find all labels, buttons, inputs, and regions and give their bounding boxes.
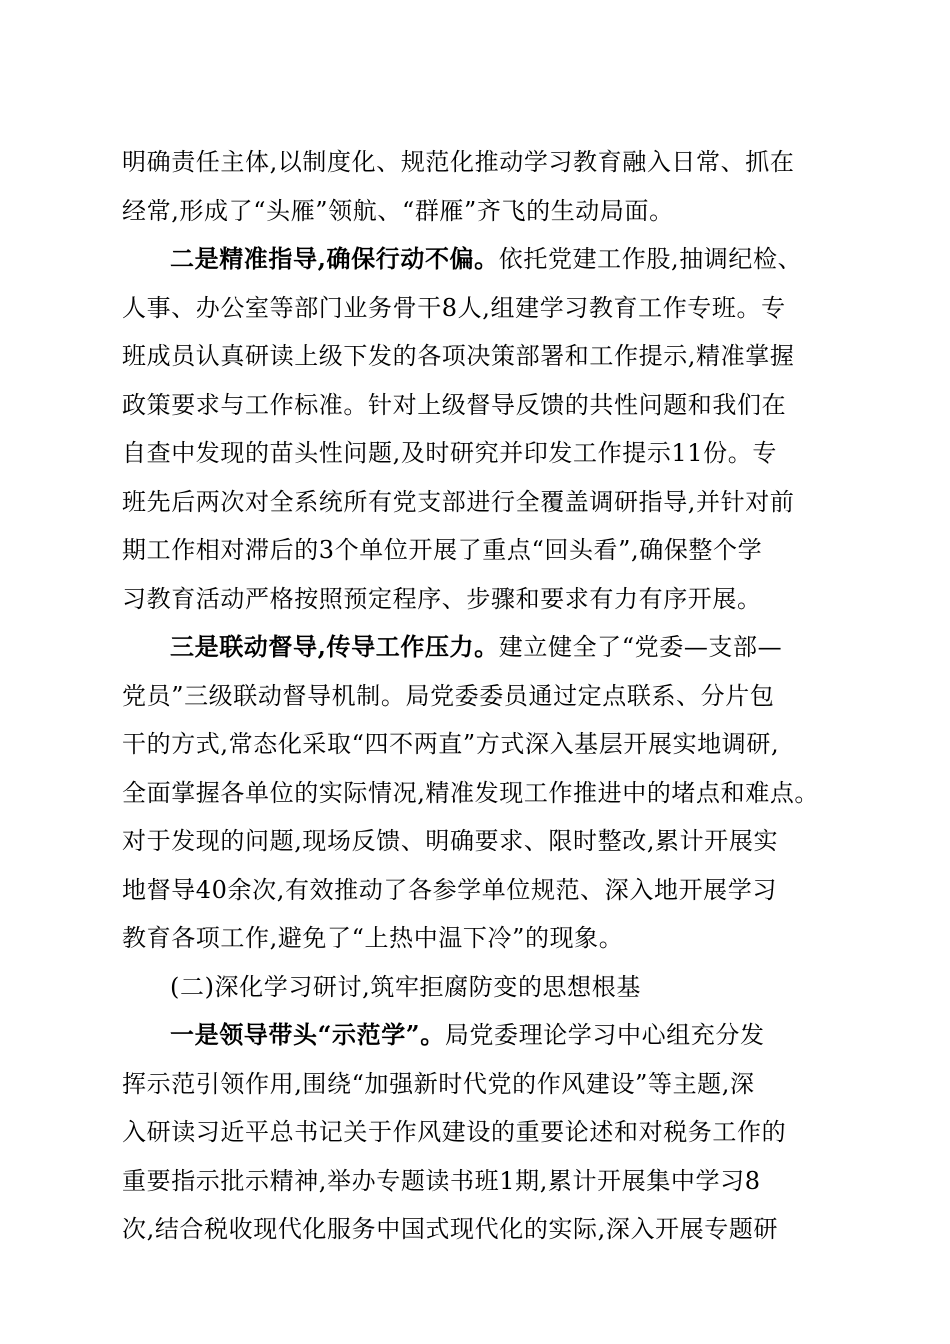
paragraph-start-line (122, 1011, 832, 1060)
text-line: 干的方式,常态化采取“四不两直”方式深入基层开展实地调研, (122, 730, 780, 758)
text-line: 班成员认真研读上级下发的各项决策部署和工作提示,精准掌握 (122, 342, 795, 370)
text-line: 自查中发现的苗头性问题,及时研究并印发工作提示11份。专 (122, 439, 777, 467)
paragraph-lead: 三是联动督导,传导工作压力。 (170, 632, 499, 661)
text-line: 习教育活动严格按照预定程序、步骤和要求有力有序开展。 (122, 584, 762, 613)
section-heading: (二)深化学习研讨,筑牢拒腐防变的思想根基 (170, 972, 641, 1001)
paragraph-start-line (122, 235, 832, 284)
line-text: 建立健全了“党委—支部— (498, 633, 783, 661)
text-line: 教育各项工作,避免了“上热中温下冷”的现象。 (122, 924, 624, 952)
line-text: 局党委理论学习中心组充分发 (444, 1021, 765, 1049)
paragraph-lead: 二是精准指导,确保行动不偏。 (170, 244, 499, 273)
text-line: 全面掌握各单位的实际情况,精准发现工作推进中的堵点和难点。 (122, 778, 820, 807)
text-line: 明确责任主体,以制度化、规范化推动学习教育融入日常、抓在 (122, 148, 795, 176)
text-line: 人事、办公室等部门业务骨干8人,组建学习教育工作专班。专 (122, 293, 786, 322)
line-text: 依托党建工作股,抽调纪检、 (498, 245, 803, 273)
paragraph-start-line (122, 623, 832, 672)
paragraph-lead: 一是领导带头“示范学”。 (170, 1020, 445, 1049)
text-line: 期工作相对滞后的3个单位开展了重点“回头看”,确保整个学 (122, 536, 763, 564)
text-line: 经常,形成了“头雁”领航、“群雁”齐飞的生动局面。 (122, 196, 674, 225)
text-line: 地督导40余次,有效推动了各参学单位规范、深入地开展学习 (122, 875, 777, 904)
text-line: 党员”三级联动督导机制。局党委委员通过定点联系、分片包 (122, 681, 775, 710)
text-line: 入研读习近平总书记关于作风建设的重要论述和对税务工作的 (122, 1118, 787, 1146)
text-line: 政策要求与工作标准。针对上级督导反馈的共性问题和我们在 (122, 390, 787, 419)
text-line: 对于发现的问题,现场反馈、明确要求、限时整改,累计开展实 (122, 827, 779, 855)
text-line: 次,结合税收现代化服务中国式现代化的实际,深入开展专题研 (122, 1215, 779, 1243)
text-line: 班先后两次对全系统所有党支部进行全覆盖调研指导,并针对前 (122, 487, 795, 516)
document-body (122, 138, 832, 1254)
text-line: 重要指示批示精神,举办专题读书班1期,累计开展集中学习8 (122, 1166, 761, 1195)
text-line: 挥示范引领作用,围绕“加强新时代党的作风建设”等主题,深 (122, 1069, 755, 1098)
